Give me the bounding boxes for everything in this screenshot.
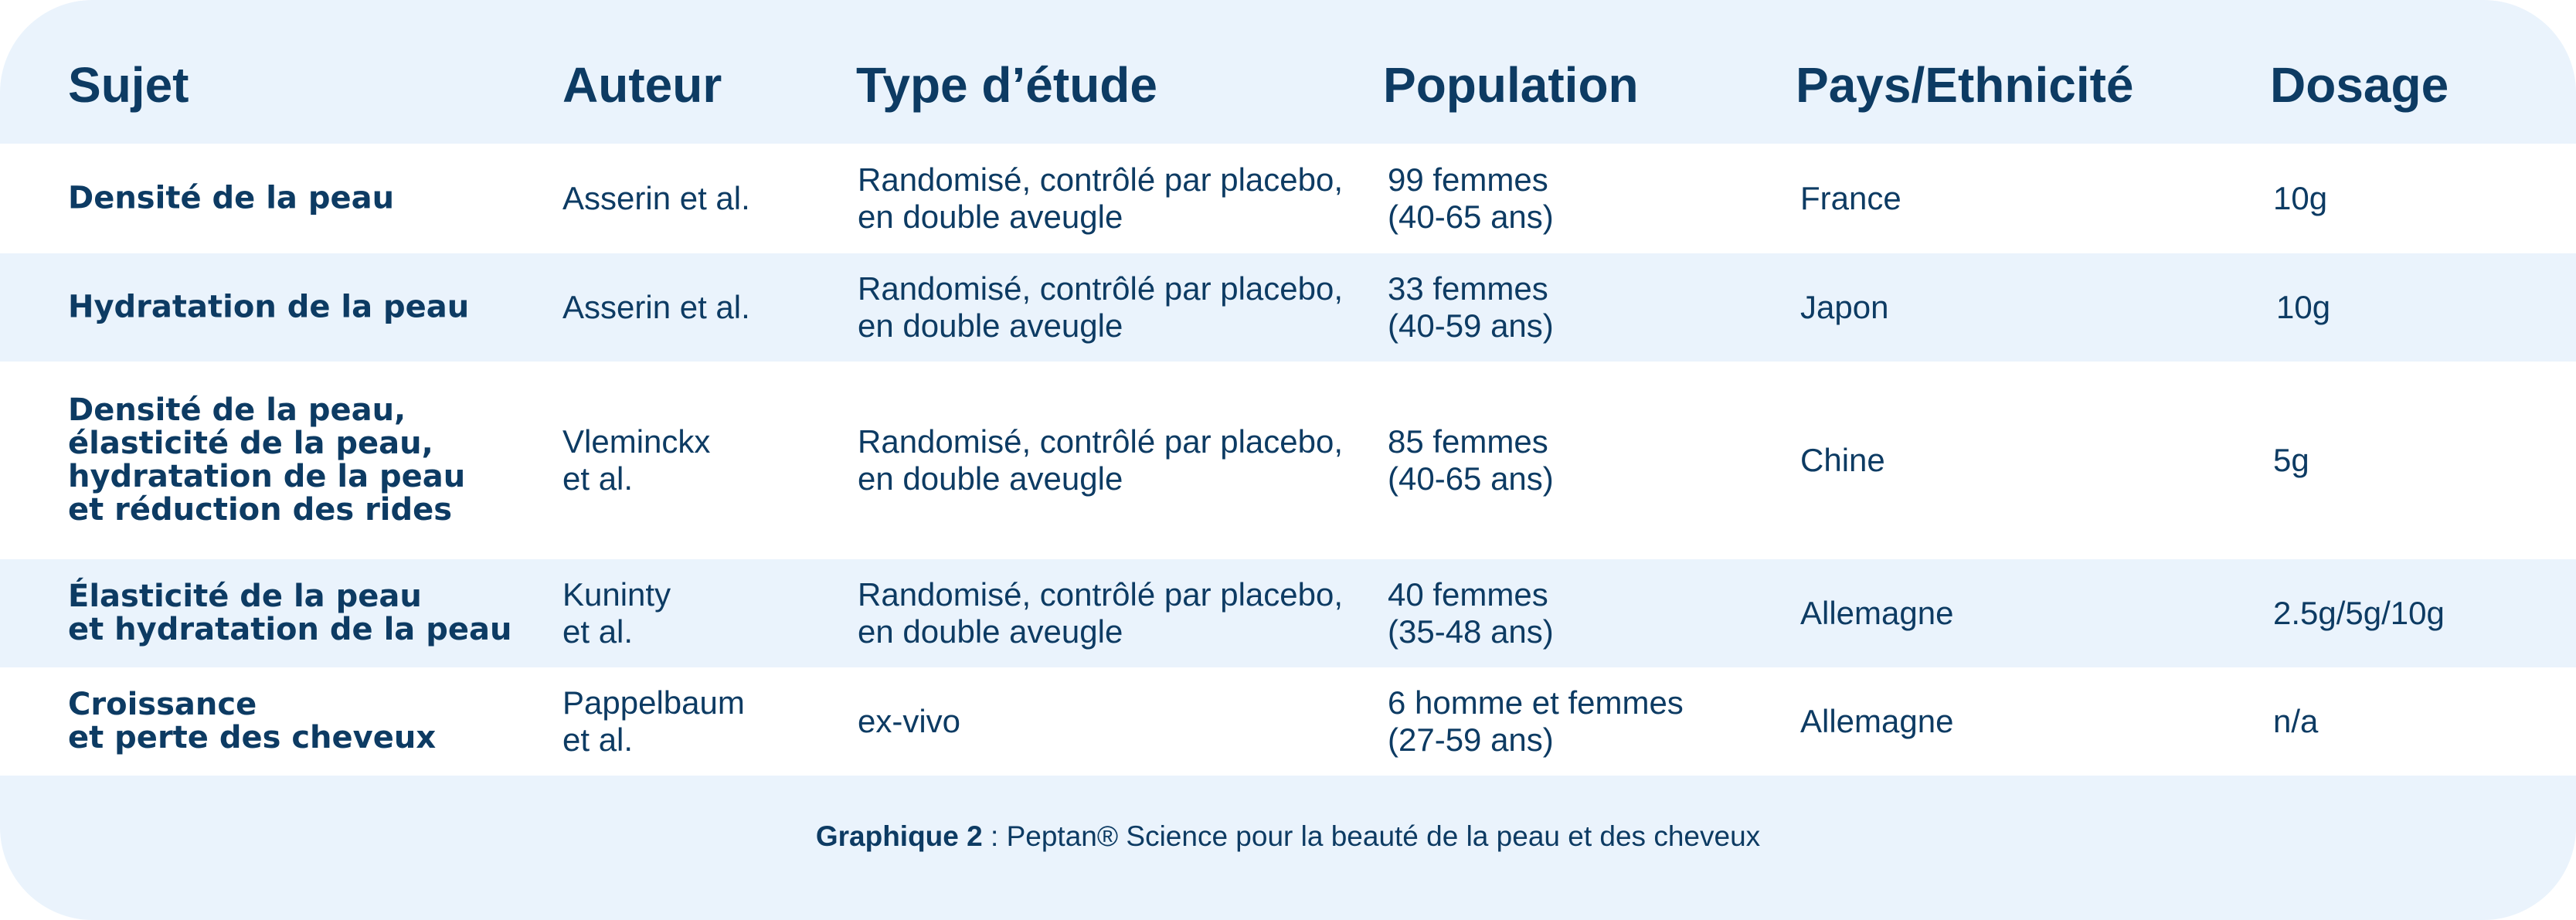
cell-country: Chine (1800, 442, 1885, 478)
cell-dosage: 5g (2273, 442, 2309, 478)
cell-study-type: Randomisé, contrôlé par placebo, en double aveugle (858, 270, 1344, 344)
header-country: Pays/Ethnicité (1796, 57, 2134, 113)
cell-dosage: 10g (2276, 289, 2331, 325)
cell-author: Asserin et al. (562, 289, 750, 325)
table-row (0, 253, 2576, 362)
cell-author: Asserin et al. (562, 180, 750, 216)
cell-subject: Élasticité de la peau et hydratation de la peau (68, 579, 512, 647)
cell-population: 40 femmes (35-48 ans) (1388, 576, 1554, 650)
cell-country: Allemagne (1800, 595, 1954, 631)
header-study-type: Type d’étude (856, 57, 1157, 113)
cell-author: Kuninty et al. (562, 576, 671, 650)
cell-dosage: 2.5g/5g/10g (2273, 595, 2445, 631)
cell-subject: Densité de la peau (68, 180, 395, 216)
header-population: Population (1383, 57, 1639, 113)
table-row (0, 362, 2576, 559)
cell-dosage: 10g (2273, 180, 2328, 216)
header-author: Auteur (562, 57, 722, 113)
header-dosage: Dosage (2270, 57, 2449, 113)
cell-country: Japon (1800, 289, 1889, 325)
cell-study-type: Randomisé, contrôlé par placebo, en double aveugle (858, 423, 1344, 497)
cell-country: Allemagne (1800, 703, 1954, 739)
cell-dosage: n/a (2273, 703, 2319, 739)
header-subject: Sujet (68, 57, 189, 113)
cell-population: 33 femmes (40-59 ans) (1388, 270, 1554, 344)
cell-author: Pappelbaum et al. (562, 684, 745, 758)
cell-study-type: Randomisé, contrôlé par placebo, en double aveugle (858, 161, 1344, 235)
cell-study-type: ex-vivo (858, 703, 961, 739)
caption-text: : Peptan® Science pour la beauté de la peau et des cheveux (982, 820, 1761, 852)
cell-population: 99 femmes (40-65 ans) (1388, 161, 1554, 235)
cell-country: France (1800, 180, 1901, 216)
figure-caption (0, 820, 2576, 853)
table-row (0, 667, 2576, 776)
cell-population: 6 homme et femmes (27-59 ans) (1388, 684, 1684, 758)
cell-population: 85 femmes (40-65 ans) (1388, 423, 1554, 497)
caption-label: Graphique 2 (815, 820, 983, 852)
cell-subject: Hydratation de la peau (68, 289, 470, 325)
table-row (0, 144, 2576, 253)
table-header (0, 0, 2576, 144)
cell-subject: Densité de la peau, élasticité de la peau, hydratation de la peau et réduction des rides (68, 392, 466, 528)
table-row (0, 559, 2576, 667)
cell-author: Vleminckx et al. (562, 423, 711, 497)
cell-study-type: Randomisé, contrôlé par placebo, en double aveugle (858, 576, 1344, 650)
cell-subject: Croissance et perte des cheveux (68, 687, 437, 755)
